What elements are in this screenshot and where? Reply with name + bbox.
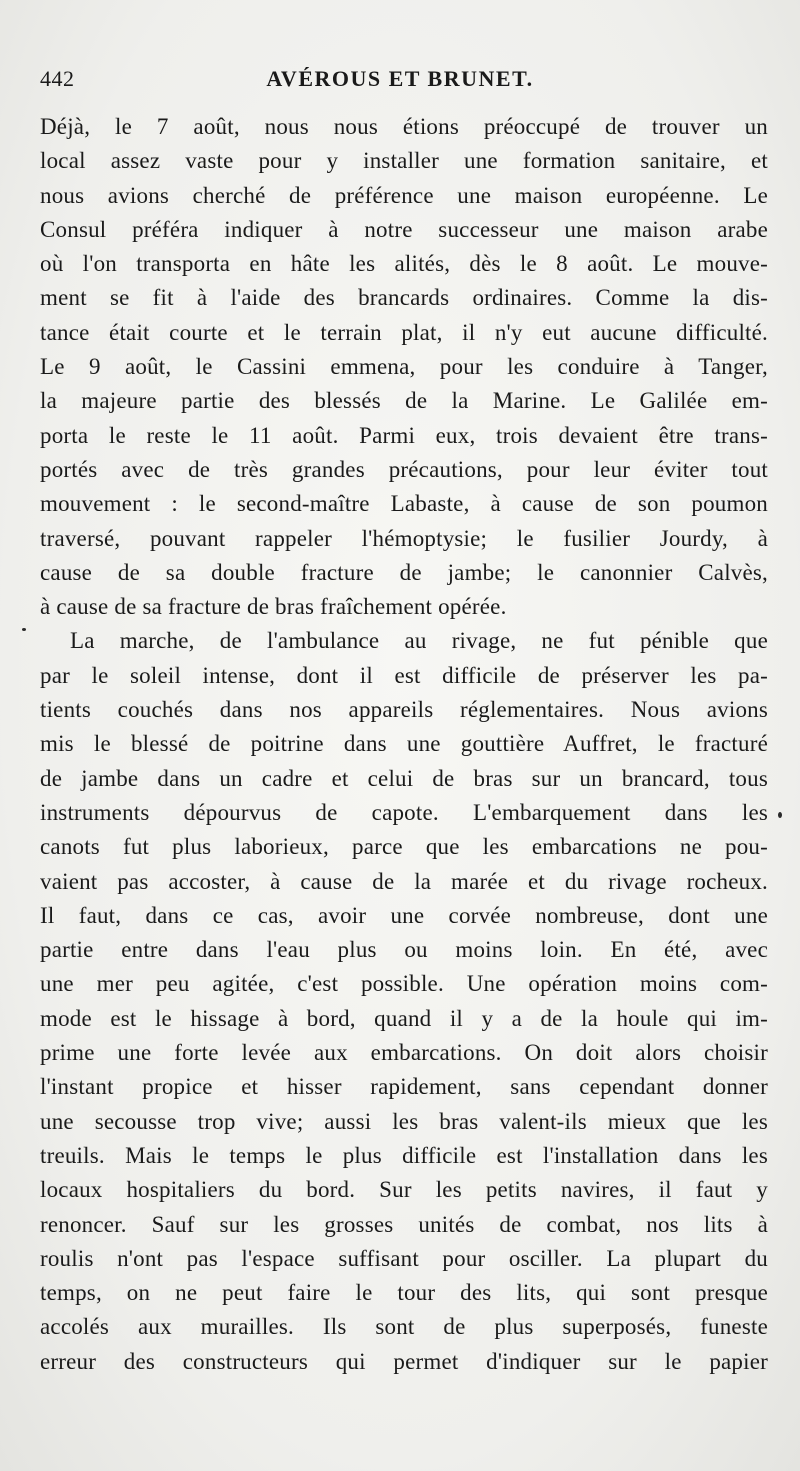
text-line: erreur des constructeurs qui permet d'indiquer sur le papier [40,1348,768,1374]
text-line: une mer peu agitée, c'est possible. Une opération moins com- [40,971,768,997]
text-line: accolés aux murailles. Ils sont de plus superposés, funeste [40,1314,768,1340]
text-line: canots fut plus laborieux, parce que les embarcations ne pou- [40,834,768,860]
text-line: mis le blessé de poitrine dans une gouttière Auffret, le fracturé [40,731,768,757]
text-line: mouvement : le second-maître Labaste, à cause de son poumon [40,491,768,517]
ink-speck [22,628,26,631]
text-line: la majeure partie des blessés de la Marine. Le Galilée em- [40,388,768,414]
text-line: treuils. Mais le temps le plus difficile est l'installation dans les [40,1142,768,1168]
text-line: La marche, de l'ambulance au rivage, ne fut pénible que [70,628,768,654]
text-line: cause de sa double fracture de jambe; le canonnier Calvès, [40,559,768,585]
text-line: temps, on ne peut faire le tour des lits, qui sont presque [40,1280,768,1306]
text-line: instruments dépourvus de capote. L'embarquement dans les [40,799,768,825]
text-line: renoncer. Sauf sur les grosses unités de combat, nos lits à [40,1211,768,1237]
text-line: de jambe dans un cadre et celui de bras sur un brancard, tous [40,765,768,791]
running-head: AVÉROUS ET BRUNET. [266,66,534,91]
text-line: local assez vaste pour y installer une formation sanitaire, et [40,148,768,174]
page-header [40,66,760,106]
text-line: Déjà, le 7 août, nous nous étions préoccupé de trouver un [40,114,768,139]
text-line: nous avions cherché de préférence une maison européenne. Le [40,182,768,208]
text-line: une secousse trop vive; aussi les bras valent-ils mieux que les [40,1108,768,1134]
text-line: portés avec de très grandes précautions, pour leur éviter tout [40,456,768,482]
text-line: porta le reste le 11 août. Parmi eux, trois devaient être trans- [40,422,768,448]
text-line: Le 9 août, le Cassini emmena, pour les conduire à Tanger, [40,354,768,380]
body-text [40,110,768,1379]
text-line: Il faut, dans ce cas, avoir une corvée nombreuse, dont une [40,902,768,928]
ink-speck [778,812,782,818]
text-line: locaux hospitaliers du bord. Sur les petits navires, il faut y [40,1177,768,1203]
text-line: tance était courte et le terrain plat, il n'y eut aucune difficulté. [40,319,768,345]
text-line: ment se fit à l'aide des brancards ordinaires. Comme la dis- [40,285,768,311]
text-line: partie entre dans l'eau plus ou moins loin. En été, avec [40,937,768,963]
text-line: traversé, pouvant rappeler l'hémoptysie; le fusilier Jourdy, à [40,525,768,551]
text-line: Consul préféra indiquer à notre successeur une maison arabe [40,216,768,242]
text-line: mode est le hissage à bord, quand il y a de la houle qui im- [40,1005,768,1031]
text-line: prime une forte levée aux embarcations. On doit alors choisir [40,1040,768,1066]
text-line: l'instant propice et hisser rapidement, sans cependant donner [40,1074,768,1100]
text-line: par le soleil intense, dont il est difficile de préserver les pa- [40,662,768,688]
text-line: tients couchés dans nos appareils réglementaires. Nous avions [40,697,768,723]
text-line: vaient pas accoster, à cause de la marée et du rivage rocheux. [40,868,768,894]
text-line: roulis n'ont pas l'espace suffisant pour osciller. La plupart du [40,1245,768,1271]
page-number: 442 [40,66,75,91]
text-line: à cause de sa fracture de bras fraîchement opérée. [40,594,507,620]
text-line: où l'on transporta en hâte les alités, dès le 8 août. Le mouve- [40,251,768,277]
